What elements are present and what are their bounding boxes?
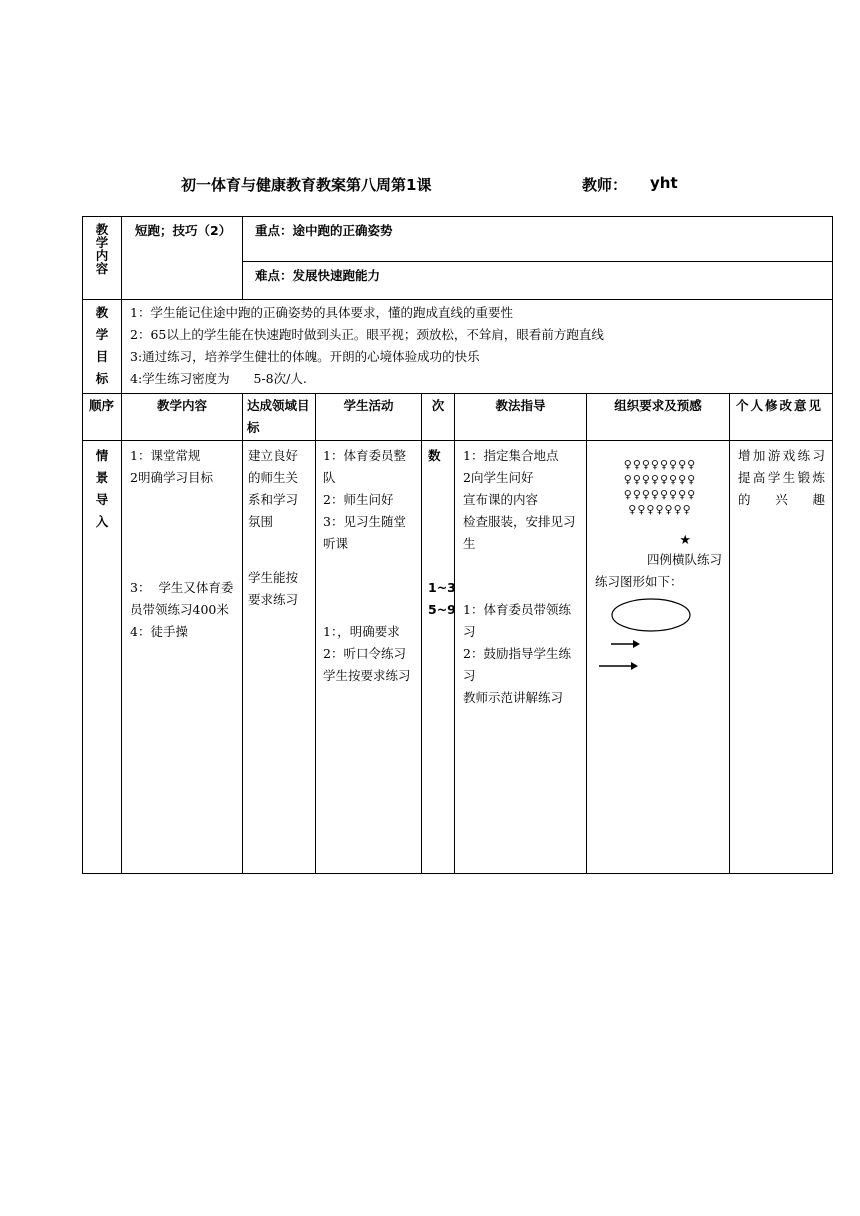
student-activity-cell: 1：体育委员整队 2：师生问好 3：见习生随堂听课 1：，明确要求 2：听口令练习 学生按要求练习	[316, 441, 422, 874]
times-cell: 数 1~3 5~9	[422, 441, 455, 874]
oval-track-icon	[612, 599, 690, 631]
running-track-diagram	[595, 593, 715, 683]
page-title	[0, 174, 860, 198]
teacher-name: yht	[650, 174, 678, 192]
content-row-label: 教 学 内 容	[83, 217, 122, 300]
domain-goal-cell: 建立良好的师生关系和学习氛围 学生能按要求练习	[243, 441, 316, 874]
teacher-label: 教师：	[582, 176, 628, 194]
formation-row: ♀♀♀♀♀♀♀♀	[623, 473, 697, 486]
col-student-activity: 学生活动	[316, 394, 422, 441]
personal-notes-cell: 增加游戏练习提高学生锻炼的兴趣	[730, 441, 833, 874]
col-personal-notes: 个人修改意见	[730, 394, 833, 441]
learning-goals	[122, 300, 833, 394]
formation-row: ♀♀♀♀♀♀♀	[628, 503, 692, 516]
student-formation	[595, 441, 725, 517]
method-cell: 1：指定集合地点 2向学生问好 宣布课的内容 检查服装，安排见习生 1：体育委员带领练习 2：鼓励指导学生练习 教师示范讲解练习	[455, 441, 587, 874]
goal-line: 3:通过练习，培养学生健壮的体魄。开朗的心境体验成功的快乐	[130, 349, 480, 364]
col-organization: 组织要求及预感	[587, 394, 730, 441]
lesson-topic: 短跑；技巧（2）	[122, 217, 243, 300]
teaching-content-cell: 1：课堂常规 2明确学习目标 3： 学生又体育委员带领练习400米 4：徒手操	[122, 441, 243, 874]
col-times: 次	[422, 394, 455, 441]
formation-row: ♀♀♀♀♀♀♀♀	[623, 488, 697, 501]
organization-cell	[587, 441, 730, 874]
formation-text: 四例横队练习	[647, 552, 723, 567]
col-method: 教法指导	[455, 394, 587, 441]
key-point: 重点：途中跑的正确姿势	[243, 217, 833, 262]
lesson-title: 初一体育与健康教育教案第八周第1课	[181, 176, 432, 194]
col-domain-goal: 达成领域目标	[243, 394, 316, 441]
col-teaching-content: 教学内容	[122, 394, 243, 441]
goal-line: 4:学生练习密度为 5-8次/人.	[130, 371, 307, 386]
col-order: 顺序	[83, 394, 122, 441]
teacher-star-icon: ★	[679, 533, 691, 548]
lesson-plan-table	[82, 216, 833, 874]
diagram-caption: 练习图形如下：	[595, 574, 683, 589]
goals-row-label: 教 学 目 标	[83, 300, 122, 394]
section-label: 情 景 导 入	[83, 441, 122, 874]
arrow-head-icon	[631, 662, 638, 670]
goal-line: 1：学生能记住途中跑的正确姿势的具体要求，懂的跑成直线的重要性	[130, 305, 513, 320]
difficult-point: 难点：发展快速跑能力	[243, 262, 833, 300]
arrow-head-icon	[633, 640, 640, 648]
formation-row: ♀♀♀♀♀♀♀♀	[623, 458, 697, 471]
goal-line: 2：65以上的学生能在快速跑时做到头正。眼平视；颈放松，不耸肩，眼看前方跑直线	[130, 327, 604, 342]
